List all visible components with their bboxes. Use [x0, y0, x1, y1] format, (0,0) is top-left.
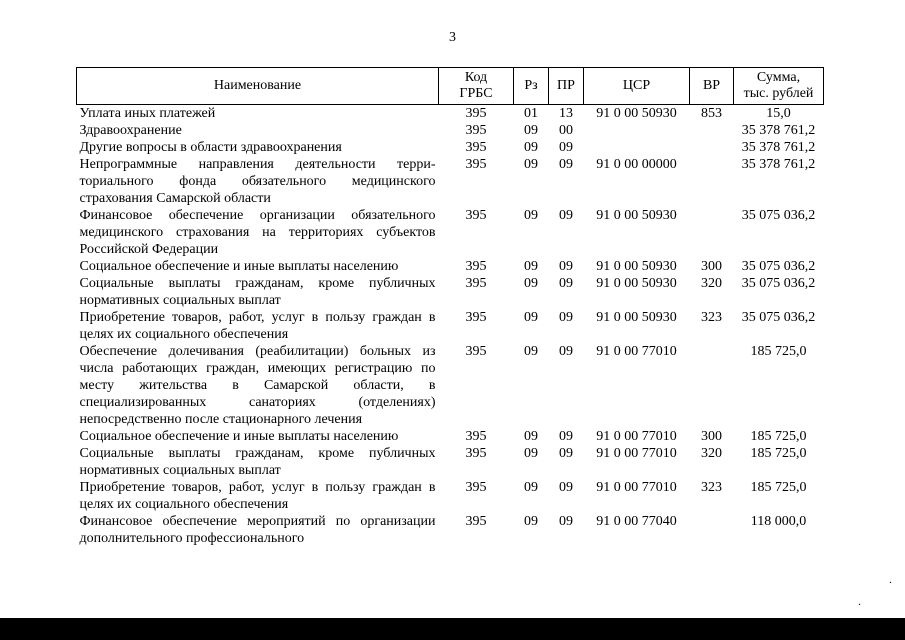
row-name: Финансовое обеспечение организации обязательного медицинского страхования на территориях субъектов Российской Федерации: [79, 208, 436, 257]
row-rz: 09: [524, 429, 538, 444]
row-rz: 09: [524, 123, 538, 138]
table-row: [77, 258, 824, 275]
row-vr: 320: [701, 276, 722, 291]
header-vr: ВР: [690, 68, 734, 105]
row-pr: 09: [559, 446, 573, 461]
row-name: Другие вопросы в области здравоохранения: [79, 140, 342, 155]
row-name: Социальные выплаты гражданам, кроме публичных нормативных социальных выплат: [79, 446, 436, 478]
row-grbs: 395: [465, 208, 487, 223]
row-pr: 09: [559, 514, 573, 529]
row-vr: [690, 122, 734, 139]
row-vr: 300: [701, 429, 722, 444]
row-pr: 09: [559, 344, 573, 359]
budget-table: [76, 67, 824, 547]
table-row: [77, 445, 824, 479]
row-vr: 853: [701, 106, 722, 121]
row-grbs: 395: [465, 429, 487, 444]
row-rz: 09: [524, 259, 538, 274]
row-vr: 300: [701, 259, 722, 274]
row-csr: [584, 139, 690, 156]
row-pr: 09: [559, 140, 573, 155]
row-rz: 09: [524, 140, 538, 155]
scan-bottom-edge: [0, 618, 905, 640]
row-grbs: 395: [465, 344, 487, 359]
row-csr: 91 0 00 00000: [596, 157, 677, 172]
row-name: Социальное обеспечение и иные выплаты населению: [79, 259, 399, 274]
row-sum: 185 725,0: [750, 446, 807, 461]
header-name: Наименование: [77, 68, 439, 105]
row-sum: 35 075 036,2: [741, 310, 816, 325]
row-pr: 09: [559, 310, 573, 325]
row-name: Приобретение товаров, работ, услуг в пользу граждан в целях их социального обеспечения: [79, 310, 436, 342]
row-grbs: 395: [465, 123, 487, 138]
header-sum: Сумма, тыс. рублей: [734, 68, 824, 105]
table-row: [77, 275, 824, 309]
row-rz: 09: [524, 446, 538, 461]
header-csr: ЦСР: [584, 68, 690, 105]
row-sum: 118 000,0: [750, 514, 807, 529]
row-rz: 09: [524, 276, 538, 291]
row-vr: [690, 343, 734, 428]
page-number: 3: [449, 30, 456, 45]
row-rz: 01: [524, 106, 538, 121]
row-pr: 09: [559, 208, 573, 223]
row-csr: 91 0 00 50930: [596, 276, 677, 291]
table-row: [77, 428, 824, 445]
row-csr: [584, 122, 690, 139]
row-rz: 09: [524, 514, 538, 529]
row-csr: 91 0 00 50930: [596, 106, 677, 121]
row-name: Социальные выплаты гражданам, кроме публичных нормативных социальных выплат: [79, 276, 436, 308]
table-row: [77, 343, 824, 428]
row-sum: 185 725,0: [750, 480, 807, 495]
row-pr: 09: [559, 259, 573, 274]
row-grbs: 395: [465, 276, 487, 291]
row-csr: 91 0 00 50930: [596, 310, 677, 325]
table-row: [77, 309, 824, 343]
row-vr: 320: [701, 446, 722, 461]
row-sum: 185 725,0: [750, 344, 807, 359]
table-header-row: [77, 68, 824, 105]
row-sum: 35 378 761,2: [741, 140, 816, 155]
row-name: Приобретение товаров, работ, услуг в пользу граждан в целях их социального обеспечения: [79, 480, 436, 512]
row-name: Непрограммные направления деятельности терри-ториального фонда обязательного медицинского страхования Самарской области: [79, 157, 436, 206]
row-grbs: 395: [465, 310, 487, 325]
row-name: Обеспечение долечивания (реабилитации) больных из числа работающих граждан, имеющих регистрацию по месту жительства в Самарской области, в специализированных санаториях (отделениях) непосредственно после стационарного лечения: [79, 344, 436, 427]
row-rz: 09: [524, 310, 538, 325]
table-row: [77, 156, 824, 207]
row-name: Здравоохранение: [79, 123, 182, 138]
row-rz: 09: [524, 344, 538, 359]
row-sum: 35 378 761,2: [741, 157, 816, 172]
row-name: Уплата иных платежей: [79, 106, 216, 121]
row-grbs: 395: [465, 157, 487, 172]
row-vr: [690, 156, 734, 207]
row-pr: 13: [559, 106, 573, 121]
row-pr: 09: [559, 157, 573, 172]
row-sum: 35 378 761,2: [741, 123, 816, 138]
row-csr: 91 0 00 50930: [596, 259, 677, 274]
row-pr: 09: [559, 276, 573, 291]
row-sum: 35 075 036,2: [741, 259, 816, 274]
row-rz: 09: [524, 157, 538, 172]
row-vr: [690, 139, 734, 156]
row-vr: 323: [701, 480, 722, 495]
table-row: [77, 513, 824, 547]
row-pr: 00: [559, 123, 573, 138]
row-sum: 185 725,0: [750, 429, 807, 444]
row-name: Социальное обеспечение и иные выплаты населению: [79, 429, 399, 444]
row-csr: 91 0 00 77010: [596, 446, 677, 461]
row-grbs: 395: [465, 514, 487, 529]
row-grbs: 395: [465, 259, 487, 274]
row-csr: 91 0 00 77010: [596, 344, 677, 359]
row-vr: [690, 513, 734, 547]
row-sum: 15,0: [766, 106, 791, 121]
scan-dot: .: [858, 594, 861, 608]
row-rz: 09: [524, 480, 538, 495]
row-pr: 09: [559, 429, 573, 444]
table-row: [77, 139, 824, 156]
row-name: Финансовое обеспечение мероприятий по организации дополнительного профессионального: [79, 514, 436, 546]
row-pr: 09: [559, 480, 573, 495]
table-row: [77, 207, 824, 258]
row-grbs: 395: [465, 140, 487, 155]
row-vr: [690, 207, 734, 258]
row-grbs: 395: [465, 106, 487, 121]
row-csr: 91 0 00 50930: [596, 208, 677, 223]
table-row: [77, 122, 824, 139]
row-grbs: 395: [465, 480, 487, 495]
row-csr: 91 0 00 77010: [596, 429, 677, 444]
table-row: [77, 479, 824, 513]
row-sum: 35 075 036,2: [741, 208, 816, 223]
row-csr: 91 0 00 77040: [596, 514, 677, 529]
header-pr: ПР: [549, 68, 584, 105]
table-row: [77, 105, 824, 123]
row-rz: 09: [524, 208, 538, 223]
row-grbs: 395: [465, 446, 487, 461]
scan-dot: .: [889, 572, 892, 586]
row-csr: 91 0 00 77010: [596, 480, 677, 495]
row-vr: 323: [701, 310, 722, 325]
header-grbs: Код ГРБС: [439, 68, 514, 105]
header-rz: Рз: [514, 68, 549, 105]
row-sum: 35 075 036,2: [741, 276, 816, 291]
